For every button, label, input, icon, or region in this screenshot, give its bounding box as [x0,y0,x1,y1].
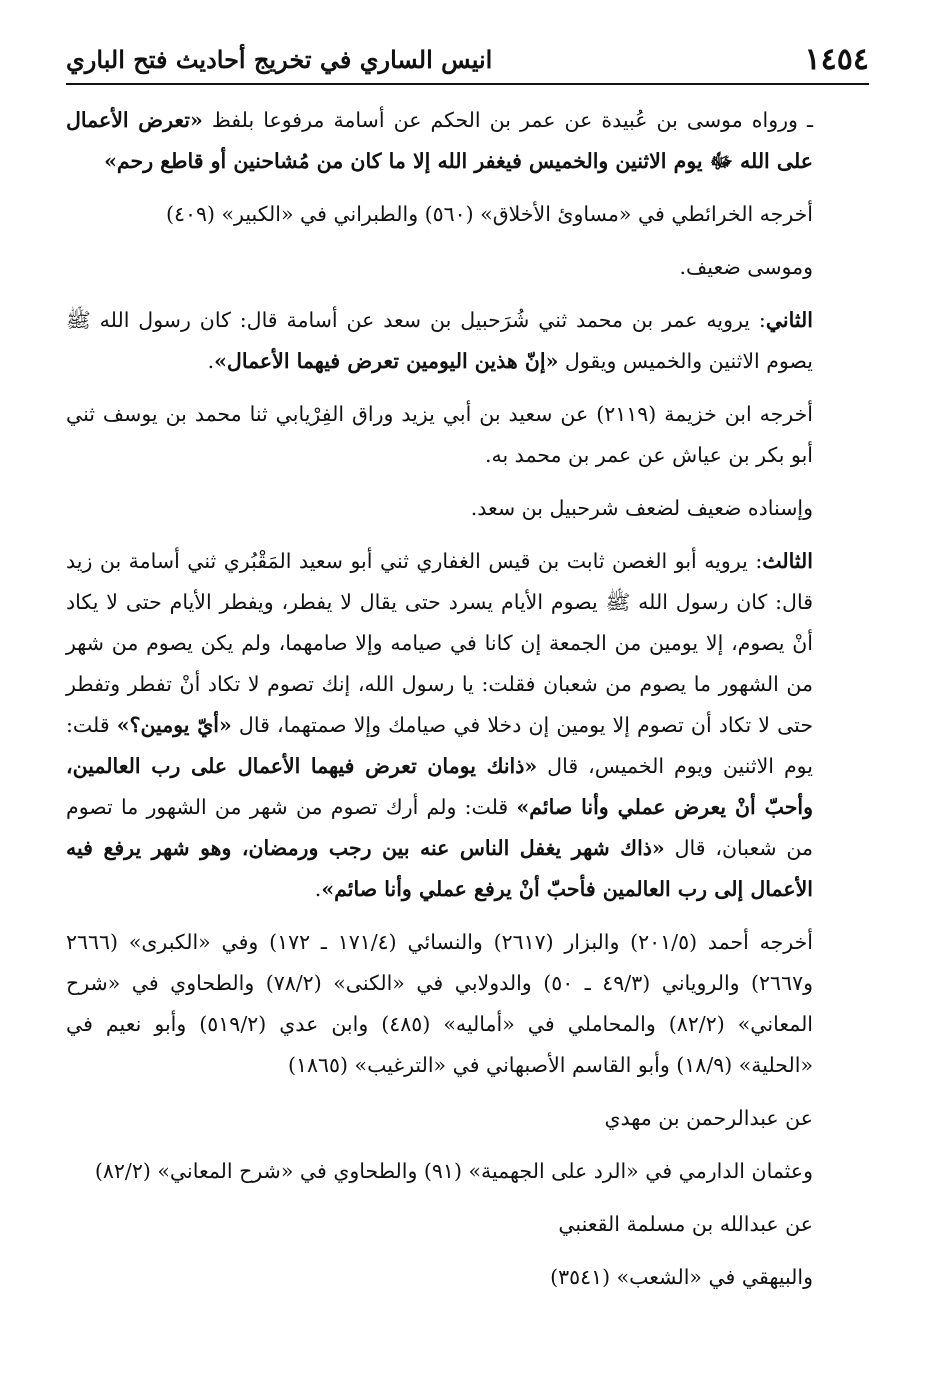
page-number: ١٤٥٤ [804,41,869,77]
text-segment: : يرويه عمر بن محمد ثني شُرَحبيل بن سعد عن أسامة قال: كان رسول الله ﷺ يصوم الاثنين والخميس ويقول [66,308,813,373]
paragraph-isnad-weak: وإسناده ضعيف لضعف شرحبيل بن سعد. [470,496,813,520]
hadith-text: «أيّ يومين؟» [116,713,232,737]
paragraph-from-qanabi: عن عبدالله بن مسلمة القعنبي [558,1212,813,1236]
text-segment: . [314,877,322,901]
paragraph-takhrij-darimi: وعثمان الدارمي في «الرد على الجهمية» (٩١) والطحاوي في «شرح المعاني» (٨٢/٢) [94,1159,813,1183]
text-segment: قلت: ولم أرك تصوم من شهر من الشهور ما تصوم من شعبان، قال [66,795,814,860]
page-header [66,38,869,80]
running-title: انيس الساري في تخريج أحاديث فتح الباري [66,44,493,74]
text-segment: . [207,349,215,373]
text-segment: : يرويه أبو الغصن ثابت بن قيس الغفاري ثني أبو سعيد المَقْبُري ثني أسامة بن زيد قال: كان رسول الله ﷺ يصوم الأيام يسرد حتى يقال لا يفطر، ويفطر الأيام حتى لا يكاد أنْ يصوم، إلا يومين من الجمعة إن كانا في صيامه وإلا صامهما، ولم يكن يصوم من شهر من الشهور ما يصوم من شعبان فقلت: يا رسول الله، إنك تصوم لا تكاد أنْ تفطر وتفطر حتى لا تكاد أن تصوم إلا يومين إن دخلا في صيامك وإلا صمتهما، قال [66,549,814,737]
hadith-text: «ذانك يومان تعرض فيهما الأعمال على رب العالمين، وأحبّ أنْ يعرض عملي وأنا صائم» [66,754,813,819]
header-rule [66,83,869,85]
hadith-text: «إنّ هذين اليومين تعرض فيهما الأعمال» [214,349,559,373]
paragraph-musa-weak: وموسى ضعيف. [679,255,813,279]
hadith-text: «تعرض الأعمال على الله ﷻ يوم الاثنين والخميس فيغفر الله إلا ما كان من مُشاحنين أو قاطع رحم» [66,108,813,173]
text-segment: ـ ورواه موسى بن عُبيدة عن عمر بن الحكم عن أسامة مرفوعا بلفظ [202,108,813,132]
text-segment: قلت: يوم الاثنين ويوم الخميس، قال [66,713,813,778]
paragraph-takhrij-kharaiti: أخرجه الخرائطي في «مساوئ الأخلاق» (٥٦٠) والطبراني في «الكبير» (٤٠٩) [165,202,813,226]
paragraph-third-route [66,541,869,910]
paragraph-from-ibn-mahdi: عن عبدالرحمن بن مهدي [604,1106,813,1130]
paragraph-takhrij-bayhaqi: والبيهقي في «الشعب» (٣٥٤١) [550,1265,813,1289]
paragraph-musa-narration [66,100,869,182]
page-body [66,100,869,1310]
paragraph-takhrij-ahmad: أخرجه أحمد (٢٠١/٥) والبزار (٢٦١٧) والنسائي (١٧١/٤ ـ ١٧٢) وفي «الكبرى» (٢٦٦٦ و٢٦٦٧) والروياني (٤٩/٣ ـ ٥٠) والدولابي في «الكنى» (٧٨/٢) والطحاوي في «شرح المعاني» (٨٢/٢) والمحاملي في «أماليه» (٤٨٥) وابن عدي (٥١٩/٢) وأبو نعيم في «الحلية» (١٨/٩) وأبو القاسم الأصبهاني في «الترغيب» (١٨٦٥) [66,930,814,1077]
section-lead: الثالث [762,549,813,573]
section-lead: الثاني [765,308,813,332]
hadith-text: «ذاك شهر يغفل الناس عنه بين رجب ورمضان، وهو شهر يرفع فيه الأعمال إلى رب العالمين فأحبّ أنْ يرفع عملي وأنا صائم» [66,836,813,901]
paragraph-second-route [66,300,869,382]
paragraph-takhrij-khuzaima: أخرجه ابن خزيمة (٢١١٩) عن سعيد بن أبي يزيد وراق الفِرْيابي ثنا محمد بن يوسف ثني أبو بكر بن عياش عن عمر بن محمد به. [66,402,813,467]
